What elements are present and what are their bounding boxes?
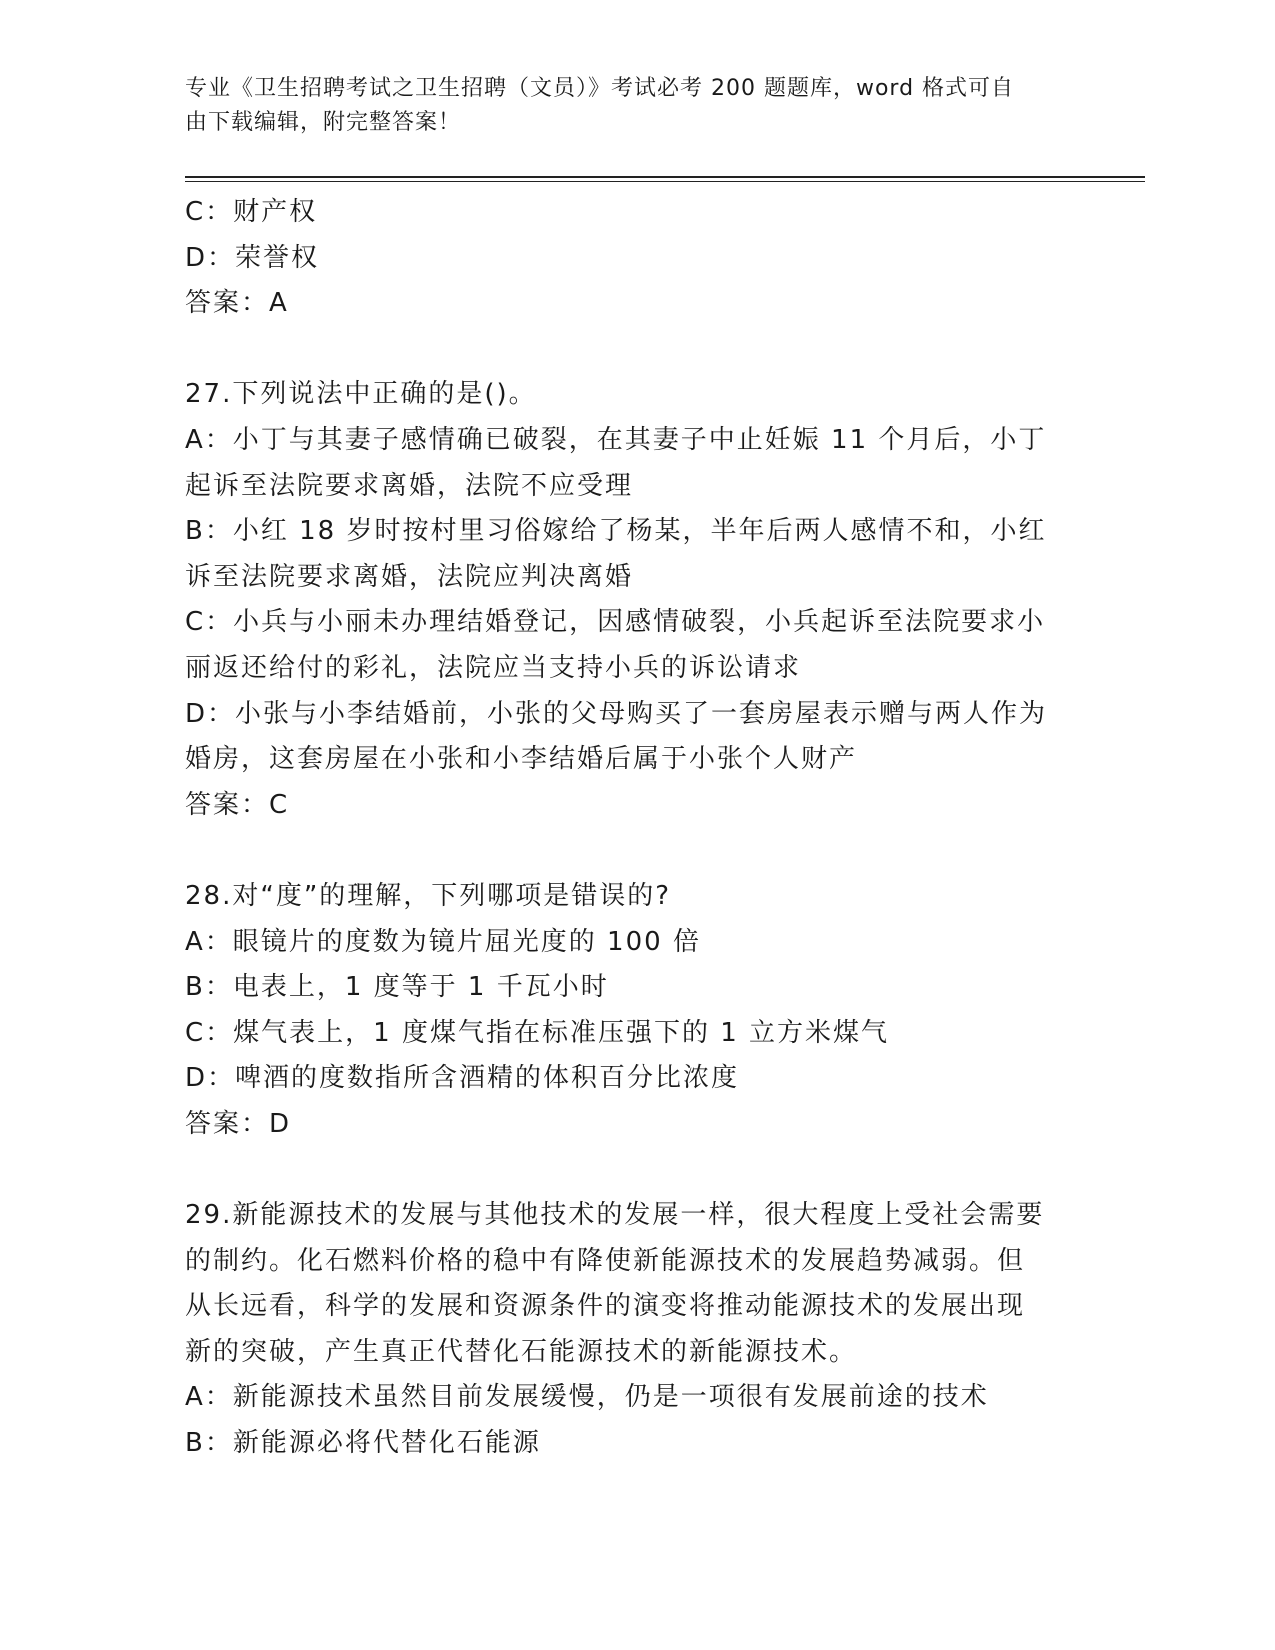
option-b-line-2: 诉至法院要求离婚，法院应判决离婚 xyxy=(185,561,634,592)
option-a: A：眼镜片的度数为镜片屈光度的 100 倍 xyxy=(185,926,701,957)
question-stem-line-4: 新的突破，产生真正代替化石能源技术的新能源技术。 xyxy=(185,1336,858,1367)
option-a-line-1: A：小丁与其妻子感情确已破裂，在其妻子中止妊娠 11 个月后，小丁 xyxy=(185,424,1047,455)
question-29 xyxy=(185,1193,1065,1467)
option-b-line-1: B：小红 18 岁时按村里习俗嫁给了杨某，半年后两人感情不和，小红 xyxy=(185,516,1047,547)
option-b: B：新能源必将代替化石能源 xyxy=(185,1428,541,1459)
question-27 xyxy=(185,372,1065,828)
question-stem: 27.下列说法中正确的是()。 xyxy=(185,379,537,410)
spacer xyxy=(185,327,1065,373)
option-c: C：煤气表上，1 度煤气指在标准压强下的 1 立方米煤气 xyxy=(185,1017,890,1048)
question-28 xyxy=(185,874,1065,1148)
document-body xyxy=(185,190,1065,1467)
header-divider-thick xyxy=(185,176,1145,178)
document-header xyxy=(185,72,1065,140)
question-stem-line-2: 的制约。化石燃料价格的稳中有降使新能源技术的发展趋势减弱。但 xyxy=(185,1245,1026,1276)
option-a-line-2: 起诉至法院要求离婚，法院不应受理 xyxy=(185,470,634,501)
option-c-line-1: C：小兵与小丽未办理结婚登记，因感情破裂，小兵起诉至法院要求小 xyxy=(185,607,1046,638)
answer-line: 答案：A xyxy=(185,288,289,319)
answer-line: 答案：D xyxy=(185,1108,292,1139)
question-26-tail xyxy=(185,190,1065,327)
option-d: D：荣誉权 xyxy=(185,242,320,273)
spacer xyxy=(185,828,1065,874)
option-c: C：财产权 xyxy=(185,197,318,227)
header-line-1: 专业《卫生招聘考试之卫生招聘（文员）》考试必考 200 题题库，word 格式可自 xyxy=(185,76,1015,101)
question-stem-line-1: 29.新能源技术的发展与其他技术的发展一样，很大程度上受社会需要 xyxy=(185,1200,1045,1231)
option-d-line-1: D：小张与小李结婚前，小张的父母购买了一套房屋表示赠与两人作为 xyxy=(185,698,1048,729)
header-line-2: 由下载编辑，附完整答案！ xyxy=(185,110,462,135)
option-d: D：啤酒的度数指所含酒精的体积百分比浓度 xyxy=(185,1063,740,1094)
option-d-line-2: 婚房，这套房屋在小张和小李结婚后属于小张个人财产 xyxy=(185,744,858,775)
header-divider-thin xyxy=(185,181,1145,182)
question-stem: 28.对“度”的理解，下列哪项是错误的? xyxy=(185,880,672,911)
spacer xyxy=(185,1147,1065,1193)
option-b: B：电表上，1 度等于 1 千瓦小时 xyxy=(185,972,609,1003)
answer-line: 答案：C xyxy=(185,789,290,820)
question-stem-line-3: 从长远看，科学的发展和资源条件的演变将推动能源技术的发展出现 xyxy=(185,1291,1026,1322)
option-c-line-2: 丽返还给付的彩礼，法院应当支持小兵的诉讼请求 xyxy=(185,652,802,683)
option-a: A：新能源技术虽然目前发展缓慢，仍是一项很有发展前途的技术 xyxy=(185,1382,989,1413)
